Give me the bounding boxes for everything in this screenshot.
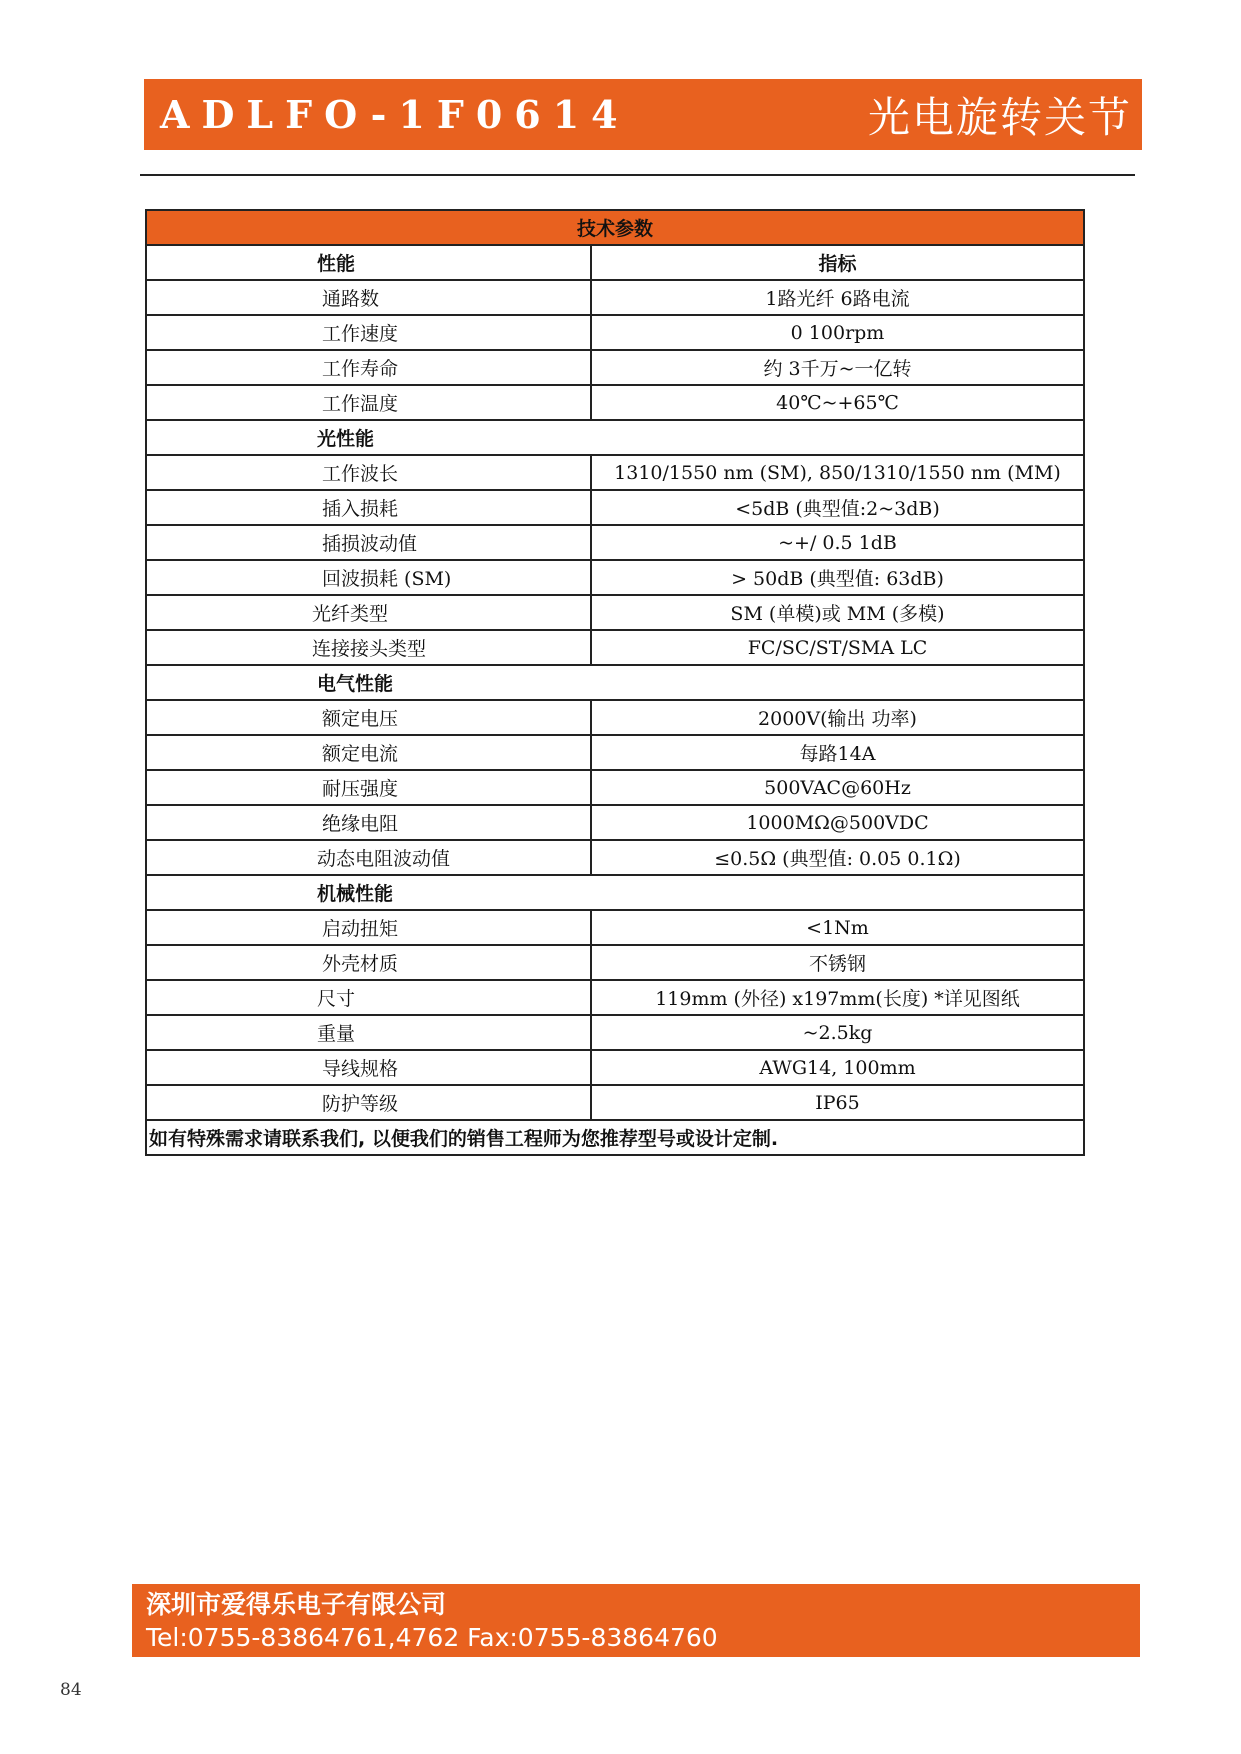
table-row [146, 735, 1084, 770]
param-cell: 导线规格 [146, 1050, 591, 1085]
table-row [146, 525, 1084, 560]
table-row [146, 1085, 1084, 1120]
param-cell: 插损波动值 [146, 525, 591, 560]
param-cell: 连接接头类型 [146, 630, 591, 665]
table-title: 技术参数 [146, 210, 1084, 245]
table-row [146, 980, 1084, 1015]
value-cell: ~+/ 0.5 1dB [591, 525, 1084, 560]
table-row [146, 595, 1084, 630]
table-header-row [146, 245, 1084, 280]
company-name: 深圳市爱得乐电子有限公司 [146, 1590, 447, 1619]
param-cell: 通路数 [146, 280, 591, 315]
value-cell: AWG14, 100mm [591, 1050, 1084, 1085]
param-cell: 尺寸 [146, 980, 591, 1015]
value-cell: 1310/1550 nm (SM), 850/1310/1550 nm (MM) [591, 455, 1084, 490]
value-cell: SM (单模)或 MM (多模) [591, 595, 1084, 630]
value-cell: 约 3千万~一亿转 [591, 350, 1084, 385]
column-header-value: 指标 [591, 245, 1084, 280]
table-row [146, 385, 1084, 420]
table-row [146, 840, 1084, 875]
value-cell: FC/SC/ST/SMA LC [591, 630, 1084, 665]
table-row [146, 945, 1084, 980]
value-cell: 不锈钢 [591, 945, 1084, 980]
param-cell: 防护等级 [146, 1085, 591, 1120]
value-cell: 40℃~+65℃ [591, 385, 1084, 420]
section-row-optical [146, 420, 1084, 455]
header-bar [144, 79, 1142, 150]
table-row [146, 490, 1084, 525]
param-cell: 工作速度 [146, 315, 591, 350]
table-row [146, 805, 1084, 840]
param-cell: 光纤类型 [146, 595, 591, 630]
value-cell: 1000MΩ@500VDC [591, 805, 1084, 840]
section-title-electrical: 电气性能 [146, 665, 1084, 700]
value-cell: 500VAC@60Hz [591, 770, 1084, 805]
section-row-mechanical [146, 875, 1084, 910]
footer-bar [132, 1584, 1140, 1657]
table-row [146, 700, 1084, 735]
product-title: 光电旋转关节 [867, 92, 1132, 142]
param-cell: 工作温度 [146, 385, 591, 420]
value-cell: <1Nm [591, 910, 1084, 945]
section-row-electrical [146, 665, 1084, 700]
table-row [146, 455, 1084, 490]
param-cell: 额定电流 [146, 735, 591, 770]
table-row [146, 560, 1084, 595]
value-cell: <5dB (典型值:2~3dB) [591, 490, 1084, 525]
value-cell: ≤0.5Ω (典型值: 0.05 0.1Ω) [591, 840, 1084, 875]
contact-info: Tel:0755-83864761,4762 Fax:0755-83864760 [146, 1623, 718, 1652]
table-row [146, 315, 1084, 350]
page-number: 84 [60, 1680, 82, 1700]
value-cell: 119mm (外径) x197mm(长度) *详见图纸 [591, 980, 1084, 1015]
param-cell: 耐压强度 [146, 770, 591, 805]
contact-note: 如有特殊需求请联系我们, 以便我们的销售工程师为您推荐型号或设计定制. [146, 1120, 1084, 1155]
value-cell: 1路光纤 6路电流 [591, 280, 1084, 315]
param-cell: 绝缘电阻 [146, 805, 591, 840]
table-row [146, 1015, 1084, 1050]
section-title-optical: 光性能 [146, 420, 1084, 455]
value-cell: IP65 [591, 1085, 1084, 1120]
table-row [146, 910, 1084, 945]
table-row [146, 630, 1084, 665]
spec-table [145, 209, 1085, 1156]
table-row [146, 280, 1084, 315]
param-cell: 额定电压 [146, 700, 591, 735]
table-title-row [146, 210, 1084, 245]
table-row [146, 350, 1084, 385]
value-cell: ~2.5kg [591, 1015, 1084, 1050]
value-cell: 每路14A [591, 735, 1084, 770]
param-cell: 工作波长 [146, 455, 591, 490]
table-row [146, 1050, 1084, 1085]
note-row [146, 1120, 1084, 1155]
value-cell: > 50dB (典型值: 63dB) [591, 560, 1084, 595]
section-title-mechanical: 机械性能 [146, 875, 1084, 910]
param-cell: 启动扭矩 [146, 910, 591, 945]
table-row [146, 770, 1084, 805]
param-cell: 动态电阻波动值 [146, 840, 591, 875]
header-divider [140, 174, 1135, 176]
param-cell: 插入损耗 [146, 490, 591, 525]
param-cell: 工作寿命 [146, 350, 591, 385]
value-cell: 0 100rpm [591, 315, 1084, 350]
value-cell: 2000V(输出 功率) [591, 700, 1084, 735]
product-model: ADLFO-1F0614 [160, 92, 630, 137]
param-cell: 回波损耗 (SM) [146, 560, 591, 595]
param-cell: 重量 [146, 1015, 591, 1050]
param-cell: 外壳材质 [146, 945, 591, 980]
column-header-param: 性能 [146, 245, 591, 280]
